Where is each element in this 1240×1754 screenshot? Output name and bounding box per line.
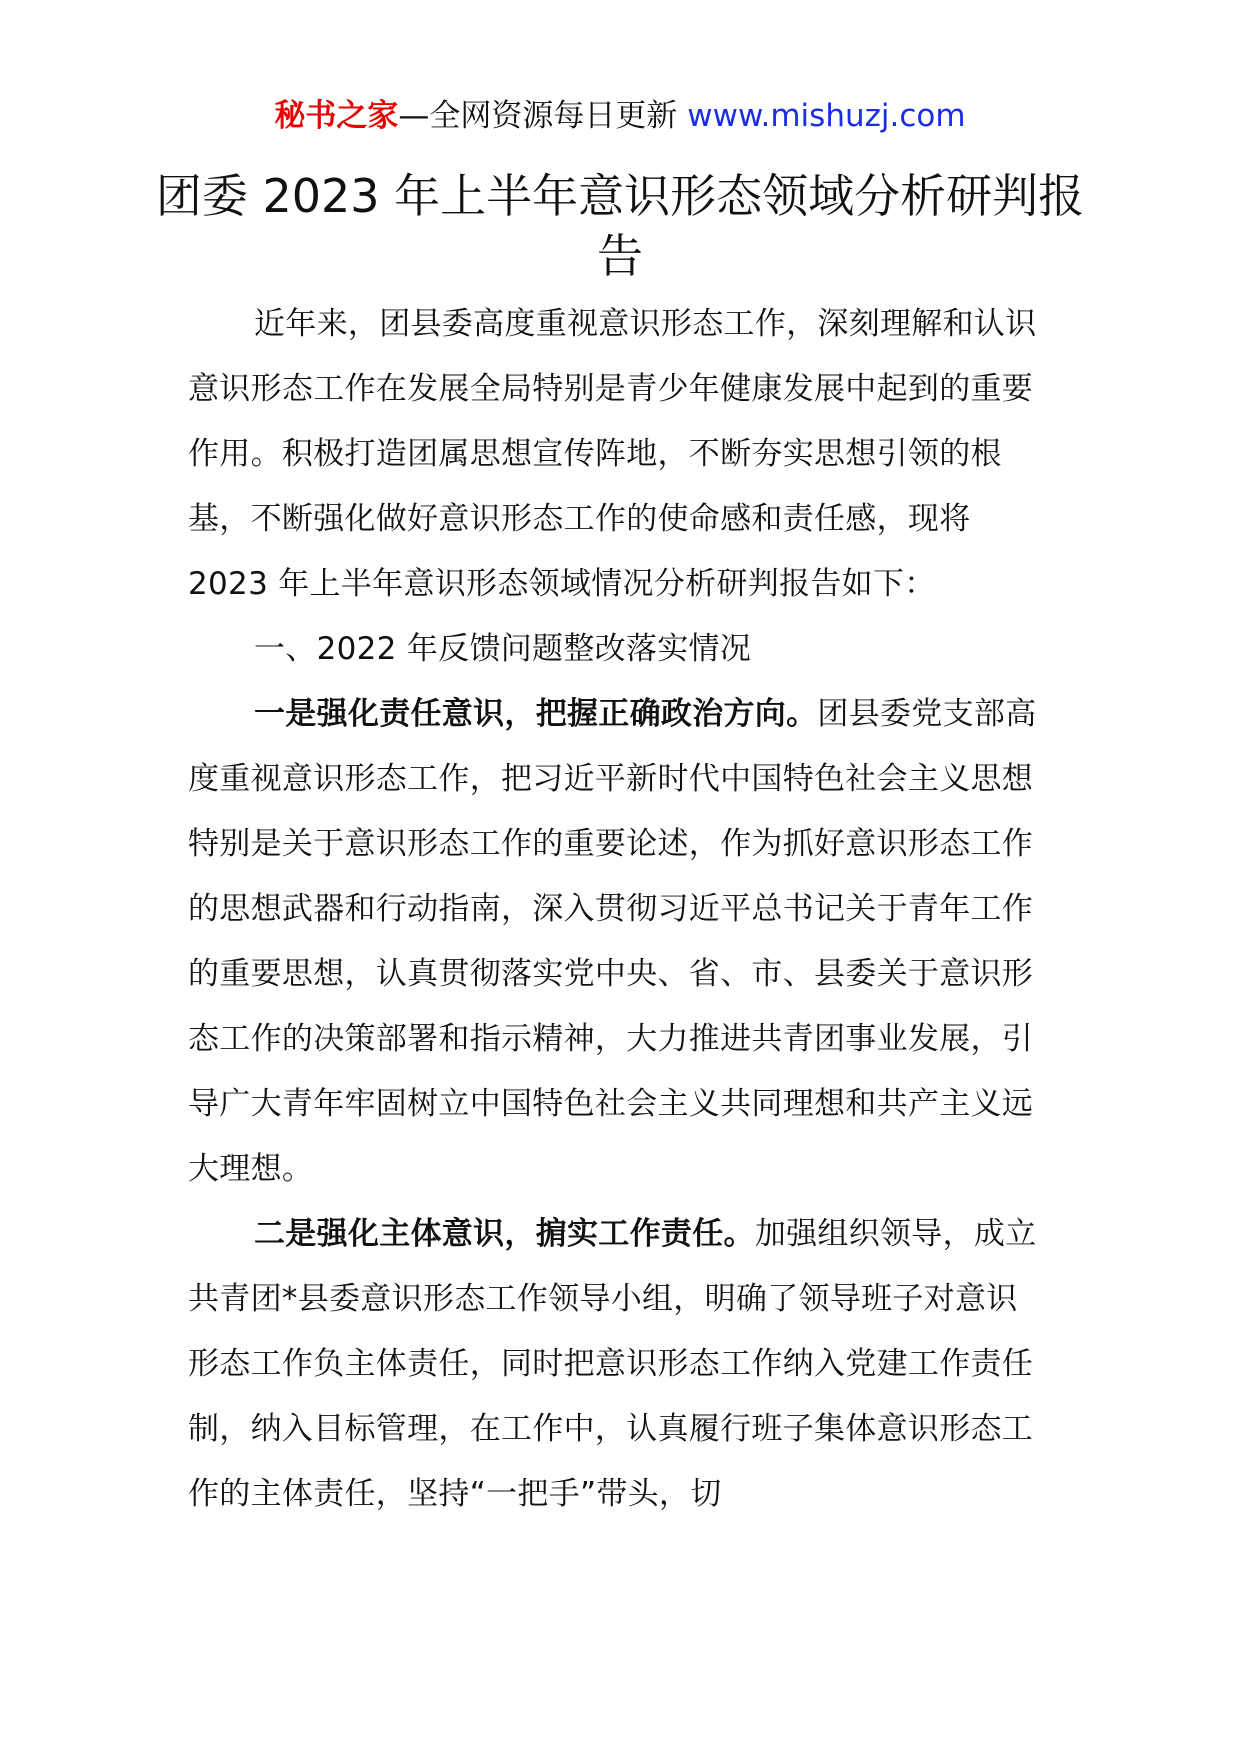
brand-name: 秘书之家 — [274, 98, 399, 134]
paragraph-2-lead: 二是强化主体意识，掮实工作责任。 — [254, 1216, 755, 1252]
document-body — [188, 292, 1048, 1527]
paragraph-2 — [188, 1202, 1048, 1527]
section-heading: 一、2022 年反馈问题整改落实情况 — [254, 631, 752, 667]
document-title: 团委 2023 年上半年意识形态领域分析研判报告 — [155, 169, 1085, 283]
website-link[interactable]: www.mishuzj.com — [687, 98, 966, 134]
paragraph-2-text: 加强组织领导，成立共青团*县委意识形态工作领导小组，明确了领导班子对意识形态工作负主体责任，同时把意识形态工作纳入党建工作责任制，纳入目标管理，在工作中，认真履行班子集体意识形态工作的主体责任，坚持“一把手”带头，切 — [188, 1216, 1037, 1512]
paragraph-1-lead: 一是强化责任意识，把握正确政治方向。 — [254, 696, 818, 732]
intro-paragraph: 近年来，团县委高度重视意识形态工作，深刻理解和认识意识形态工作在发展全局特别是青少年健康发展中起到的重要作用。积极打造团属思想宣传阵地，不断夯实思想引领的根基，不断强化做好意识形态工作的使命感和责任感，现将 2023 年上半年意识形态领域情况分析研判报告如下： — [188, 306, 1037, 602]
brand-slogan: —全网资源每日更新 — [398, 98, 688, 134]
site-banner — [0, 94, 1240, 138]
paragraph-1 — [188, 682, 1048, 1202]
paragraph-1-text: 团县委党支部高度重视意识形态工作，把习近平新时代中国特色社会主义思想特别是关于意识形态工作的重要论述，作为抓好意识形态工作的思想武器和行动指南，深入贯彻习近平总书记关于青年工作的重要思想，认真贯彻落实党中央、省、市、县委关于意识形态工作的决策部署和指示精神，大力推进共青团事业发展，引导广大青年牢固树立中国特色社会主义共同理想和共产主义远大理想。 — [188, 696, 1037, 1187]
